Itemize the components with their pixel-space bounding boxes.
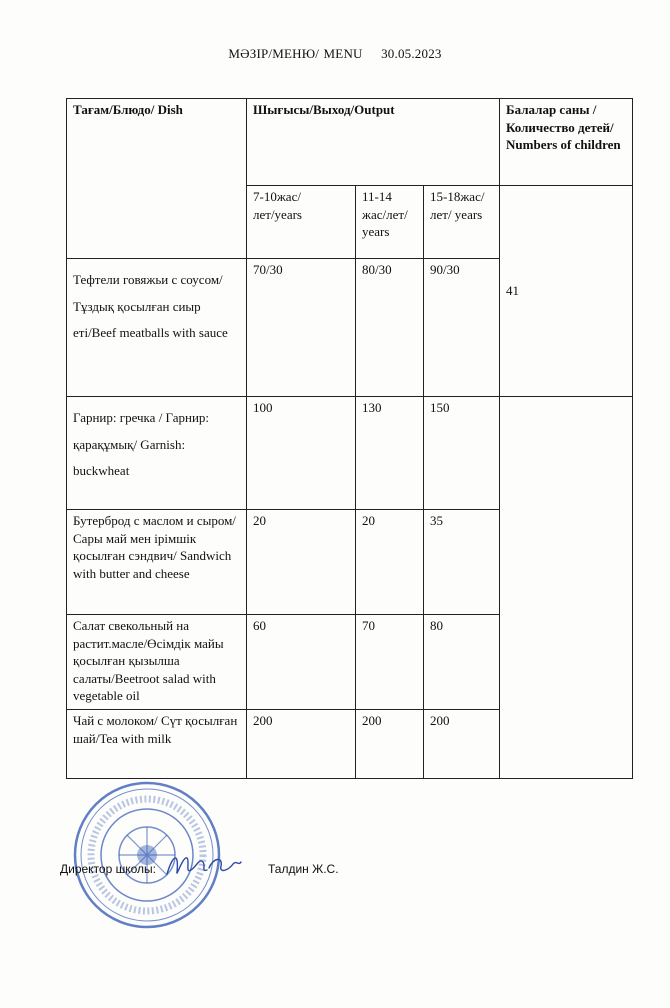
output-15-18: 90/30 [424, 259, 500, 397]
menu-title: МӘЗІР/МЕНЮ/ MENU [228, 46, 363, 61]
output-column-header: Шығысы/Выход/Output [247, 99, 500, 186]
output-11-14: 70 [356, 615, 424, 710]
output-7-10: 70/30 [247, 259, 356, 397]
header-row [67, 99, 633, 186]
output-11-14: 130 [356, 397, 424, 510]
output-11-14: 200 [356, 710, 424, 779]
children-column-header: Балалар саны /Количество детей/ Numbers of children [500, 99, 633, 186]
output-15-18: 200 [424, 710, 500, 779]
dish-name: Тефтели говяжьи с соусом/ Тұздық қосылған сиыр еті/Beef meatballs with sauce [67, 259, 247, 397]
director-name: Талдин Ж.С. [268, 862, 339, 876]
age-group-11-14: 11-14 жас/лет/ years [356, 186, 424, 259]
children-count: 41 [500, 186, 633, 397]
table-row [67, 397, 633, 510]
output-7-10: 60 [247, 615, 356, 710]
output-7-10: 100 [247, 397, 356, 510]
output-15-18: 150 [424, 397, 500, 510]
children-empty-cell [500, 397, 633, 779]
dish-name: Гарнир: гречка / Гарнир: қарақұмық/ Garnish: buckwheat [67, 397, 247, 510]
output-11-14: 80/30 [356, 259, 424, 397]
page-title [0, 46, 670, 62]
director-label: Директор школы: [60, 862, 156, 876]
output-11-14: 20 [356, 510, 424, 615]
dish-column-header: Тағам/Блюдо/ Dish [67, 99, 247, 259]
age-group-15-18: 15-18жас/лет/ years [424, 186, 500, 259]
dish-name: Салат свекольный на растит.масле/Өсімдік майы қосылған қызылша салаты/Beetroot salad with vegetable oil [67, 615, 247, 710]
output-15-18: 35 [424, 510, 500, 615]
menu-date: 30.05.2023 [381, 46, 442, 61]
dish-name: Бутерброд с маслом и сыром/Сары май мен ірімшік қосылған сэндвич/ Sandwich with butter and cheese [67, 510, 247, 615]
dish-name: Чай с молоком/ Сүт қосылған шай/Tea with milk [67, 710, 247, 779]
output-7-10: 200 [247, 710, 356, 779]
age-group-7-10: 7-10жас/лет/years [247, 186, 356, 259]
director-signature [163, 848, 243, 882]
menu-table [66, 98, 633, 779]
output-7-10: 20 [247, 510, 356, 615]
output-15-18: 80 [424, 615, 500, 710]
